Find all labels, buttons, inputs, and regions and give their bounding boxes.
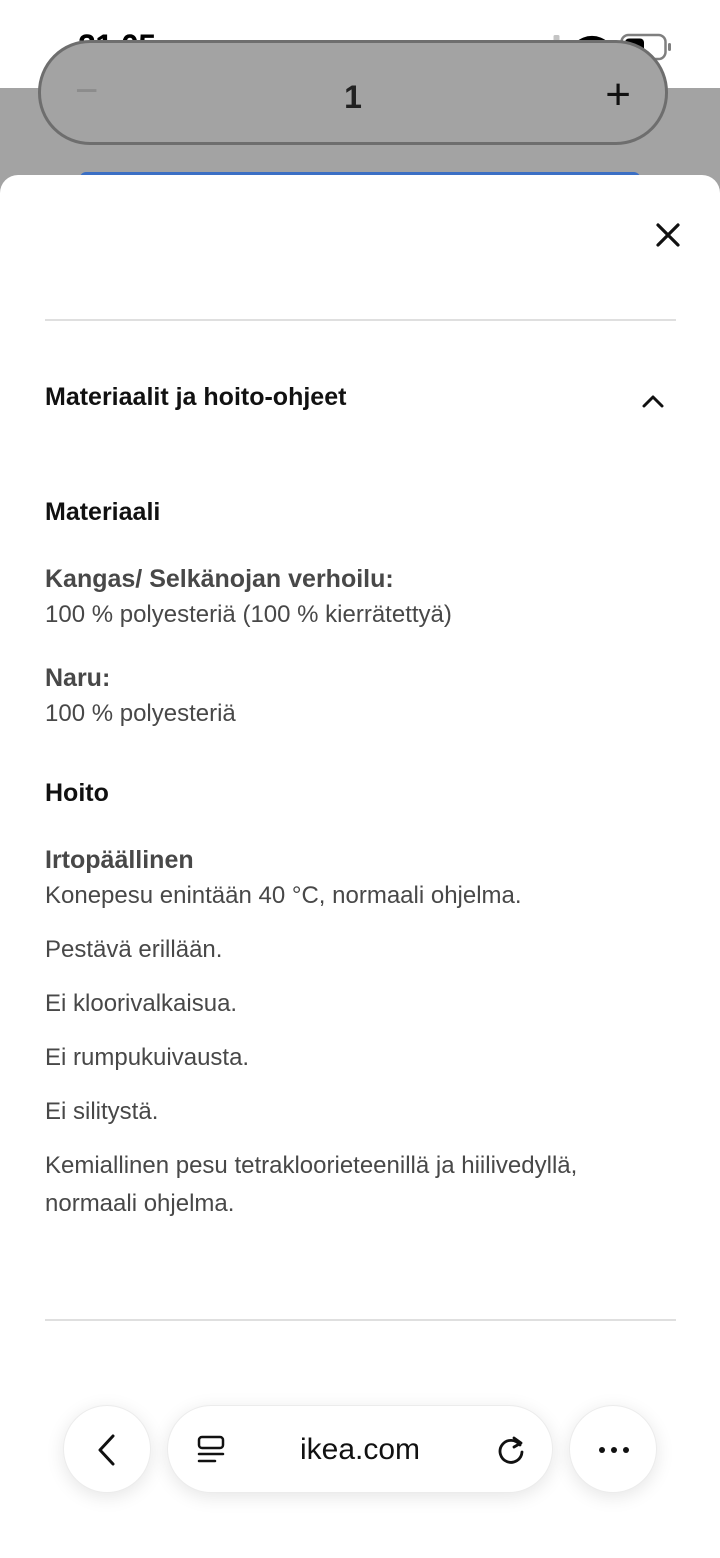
close-icon[interactable]	[644, 211, 692, 259]
care-instruction: Ei silitystä.	[45, 1098, 159, 1125]
care-instruction: Ei rumpukuivausta.	[45, 1044, 250, 1071]
care-instruction: Ei kloorivalkaisua.	[45, 990, 238, 1017]
material-label: Kangas/ Selkänojan verhoilu:	[45, 565, 394, 593]
top-divider	[45, 319, 676, 321]
material-value: 100 % polyesteriä	[45, 700, 236, 727]
more-icon	[596, 1432, 632, 1468]
material-label: Naru:	[45, 664, 111, 692]
care-heading: Hoito	[45, 779, 109, 807]
section-content	[45, 498, 685, 1223]
back-icon	[90, 1432, 126, 1468]
care-instruction: Kemiallinen pesu tetrakloorieteenillä ja hiilivedyllä, normaali ohjelma.	[45, 1152, 578, 1217]
back-button[interactable]	[63, 1405, 151, 1493]
more-button[interactable]	[569, 1405, 657, 1493]
materials-heading: Materiaali	[45, 498, 161, 526]
url-text: ikea.com	[299, 1433, 421, 1466]
section-title[interactable]: Materiaalit ja hoito-ohjeet	[45, 383, 347, 411]
address-bar[interactable]	[167, 1405, 553, 1493]
quantity-value: 1	[344, 79, 362, 115]
browser-toolbar	[0, 1405, 720, 1505]
decrease-quantity-button: −	[75, 69, 99, 113]
bottom-divider	[45, 1319, 676, 1321]
materials-care-sheet	[0, 175, 720, 1558]
reload-icon[interactable]	[494, 1433, 528, 1467]
chevron-up-icon[interactable]	[638, 387, 668, 417]
care-label: Irtopäällinen	[45, 846, 194, 874]
quantity-stepper	[38, 40, 668, 145]
care-instruction: Konepesu enintään 40 °C, normaali ohjelma.	[45, 882, 522, 909]
material-value: 100 % polyesteriä (100 % kierrätettyä)	[45, 601, 452, 628]
increase-quantity-button: +	[605, 70, 631, 119]
care-instruction: Pestävä erillään.	[45, 936, 223, 963]
